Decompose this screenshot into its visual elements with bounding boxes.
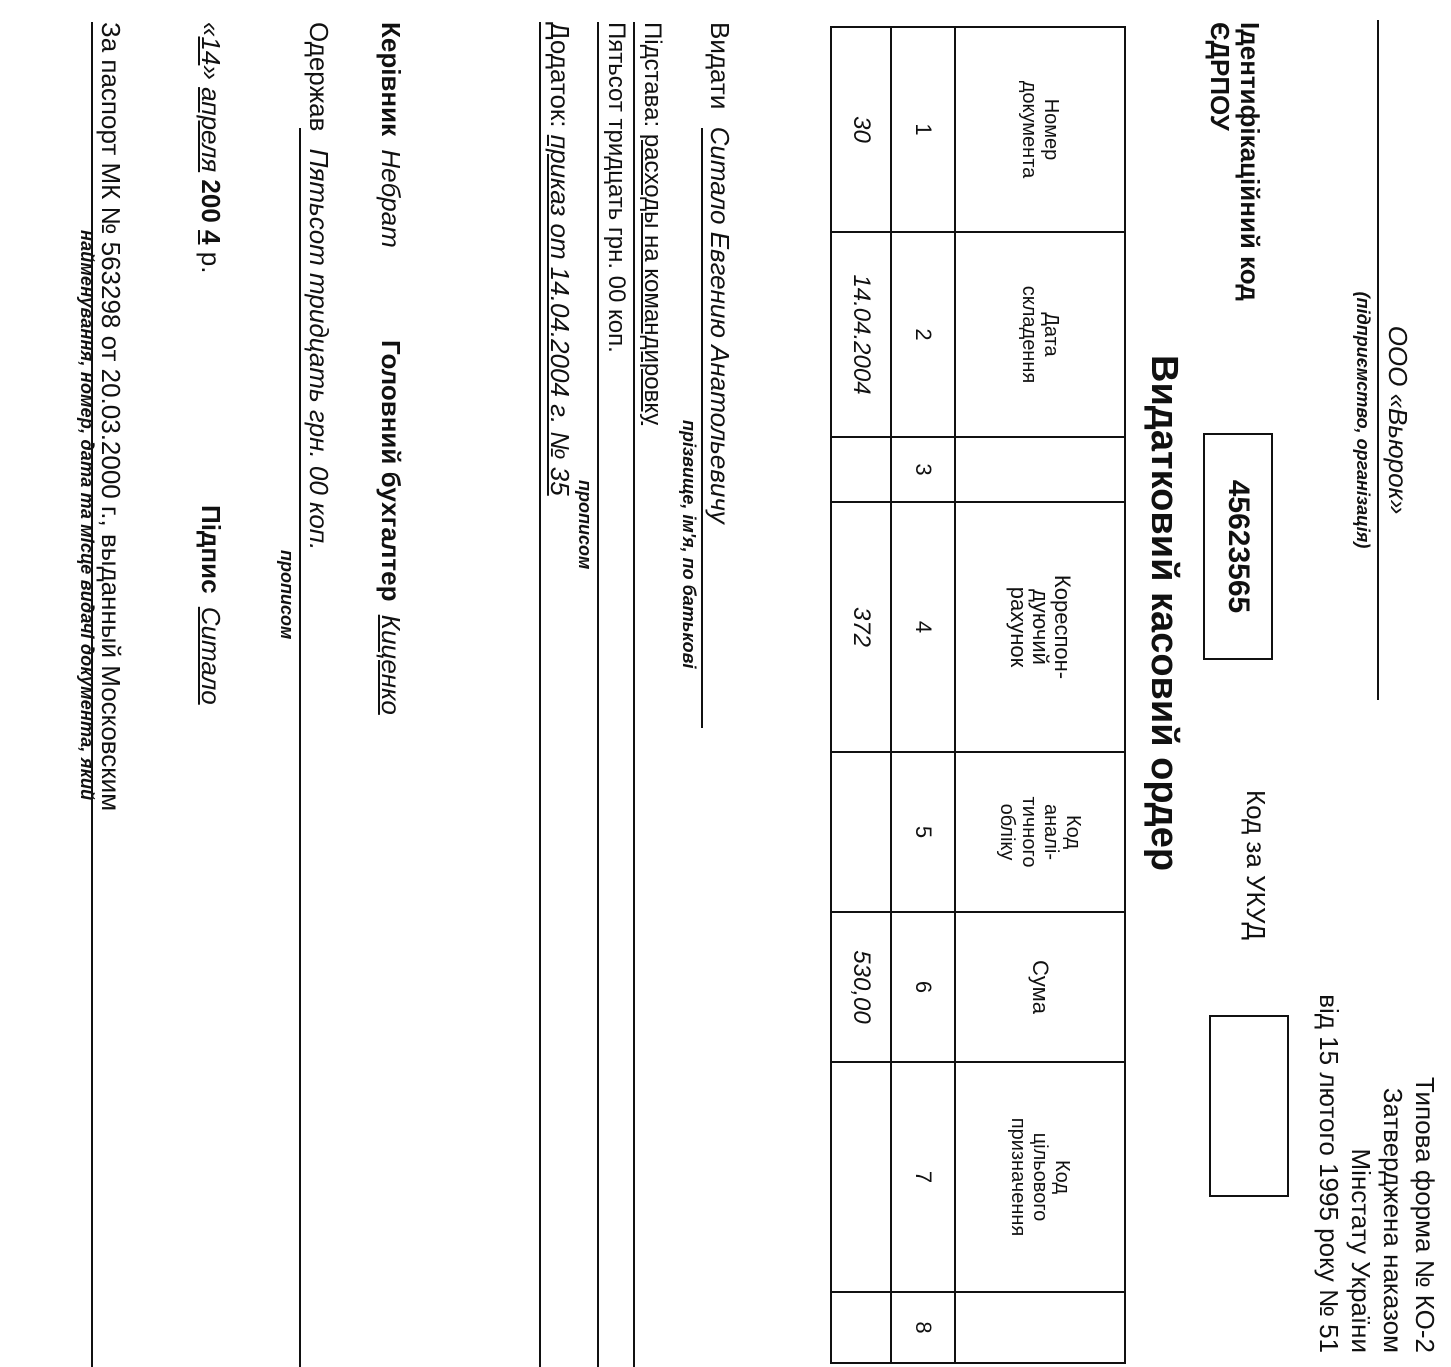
received-caption: прописом [277, 550, 297, 640]
amount-words-caption: прописом [575, 480, 595, 570]
cell-doc-number: 30 [831, 27, 891, 232]
passport-caption: найменування, номер, дата та місце видачі документа, який [77, 230, 97, 801]
edrpou-label-line-2: ЄДРПОУ [1205, 22, 1235, 131]
col-header-analytics-code: Код аналі-тичного обліку [955, 752, 1125, 912]
issue-caption: прізвище, ім'я, по батькові [679, 420, 699, 669]
sign-value: Ситало [196, 606, 226, 705]
chief-accountant-label: Головний бухгалтер [376, 340, 406, 602]
col-header-sum: Сума [955, 912, 1125, 1062]
received-line [303, 22, 334, 550]
head-signature [375, 22, 406, 248]
attachment-underline [539, 22, 541, 1367]
org-name: ООО «Вьюрок» [1383, 325, 1413, 515]
date-open-quote: « [196, 22, 226, 37]
attachment-line [544, 22, 575, 496]
cell-corr-account: 372 [831, 502, 891, 752]
table-row [831, 27, 891, 1363]
cell-sum: 530,00 [831, 912, 891, 1062]
basis-underline [633, 22, 635, 1367]
form-title: Типова форма № КО-2 [1410, 1076, 1440, 1353]
recipient-signature [195, 505, 226, 705]
issue-underline [701, 128, 703, 728]
approved-line-3: від 15 лютого 1995 року № 51 [1314, 994, 1344, 1353]
col-number: 2 [891, 232, 955, 437]
approved-line-2: Мінстату України [1346, 1148, 1376, 1353]
col-header-blank-3 [955, 437, 1125, 502]
date-year-prefix: 200 [196, 179, 226, 223]
col-header-corr-account: Кореспон-дуючий рахунок [955, 502, 1125, 752]
col-number: 8 [891, 1292, 955, 1363]
cell-blank-3 [831, 437, 891, 502]
head-value: Небрат [376, 149, 406, 248]
col-number: 6 [891, 912, 955, 1062]
table-header-row [955, 27, 1125, 1363]
table-number-row [891, 27, 955, 1363]
form-approval-block [1313, 994, 1441, 1353]
ukud-label: Код за УКУД [1241, 790, 1271, 940]
col-number: 4 [891, 502, 955, 752]
col-header-doc-number: Номер документа [955, 27, 1125, 232]
cash-order-table [830, 26, 1126, 1364]
received-label: Одержав [304, 22, 334, 132]
cell-date: 14.04.2004 [831, 232, 891, 437]
org-name-underline [1377, 20, 1379, 700]
col-header-purpose-code: Код цільового призначення [955, 1062, 1125, 1292]
cell-purpose-code [831, 1062, 891, 1292]
col-number: 3 [891, 437, 955, 502]
cell-analytics-code [831, 752, 891, 912]
amount-words-underline [597, 22, 599, 1367]
date-line [195, 22, 226, 273]
sign-label: Підпис [196, 505, 226, 594]
attachment-label: Додаток: [545, 22, 575, 128]
approved-line-1: Затверджена наказом [1378, 1087, 1408, 1353]
edrpou-label-line-1: Ідентифікаційний код [1235, 22, 1265, 301]
passport-line: За паспорт МК № 563298 от 20.03.2000 г., выданный Московским [96, 22, 126, 812]
col-header-date: Дата складення [955, 232, 1125, 437]
cell-blank-8 [831, 1292, 891, 1363]
col-number: 5 [891, 752, 955, 912]
date-year-unit: р. [196, 251, 226, 274]
basis-line [638, 22, 666, 425]
issue-label: Видати [705, 22, 735, 110]
col-header-blank-8 [955, 1292, 1125, 1363]
col-number: 7 [891, 1062, 955, 1292]
amount-words: Пятьсот тридцать грн. 00 коп. [603, 22, 630, 353]
passport-underline [91, 22, 93, 1367]
edrpou-label [1205, 22, 1265, 301]
doc-title: Видатковий касовий ордер [1143, 355, 1185, 872]
col-number: 1 [891, 27, 955, 232]
received-value: Пятьсот тридцать грн. 00 коп. [304, 148, 334, 551]
issue-recipient: Ситало Евгению Анатольевичу [705, 126, 735, 524]
edrpou-code-box: 45623565 [1203, 433, 1273, 660]
received-underline [299, 128, 301, 1367]
basis-value: расходы на командировку [639, 133, 666, 426]
date-month: апреля [196, 87, 226, 173]
date-close-quote: » [196, 65, 226, 80]
date-year-suffix: 4 [196, 230, 226, 245]
head-label: Керівник [376, 22, 406, 137]
basis-label: Підстава: [639, 22, 666, 128]
attachment-value: приказ от 14.04.2004 г. № 35 [545, 134, 575, 496]
org-caption: (підприємство, організація) [1353, 291, 1373, 549]
chief-accountant-signature [375, 340, 406, 715]
issue-line [704, 22, 735, 524]
chief-accountant-value: Киценко [376, 614, 406, 715]
date-day: 14 [196, 36, 226, 66]
ukud-code-box [1209, 1015, 1289, 1197]
